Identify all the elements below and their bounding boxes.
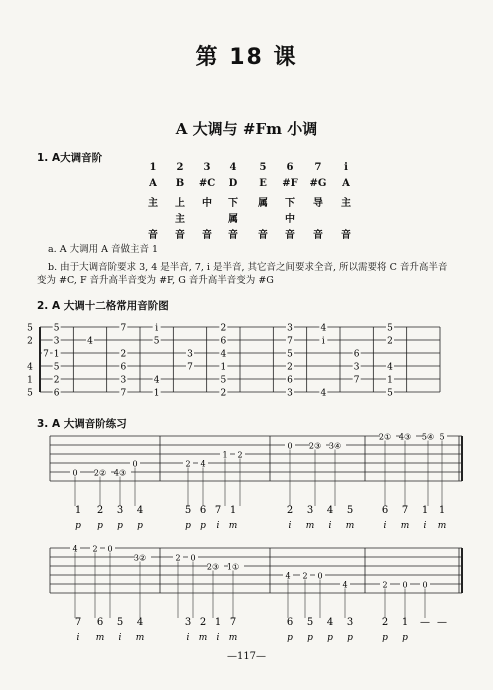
string-label: 2 [27,336,33,347]
degree-number: 4 [136,505,144,516]
fingering-mark: p [402,633,408,643]
note-b-line1: b. 由于大调音阶要求 3, 4 是半音, 7, i 是半音, 其它音之间要求全音, 所以需要将 C 音升高半音 [48,262,448,273]
scale-names-row2-cell: 中 [285,214,295,225]
degree-number: 3 [184,617,192,628]
scale-names-row3-cell: 音 [202,230,212,241]
fingering-mark: m [228,521,238,531]
note-a: a. A 大调用 A 音做主音 1 [48,244,159,255]
degree-number: 6 [381,505,389,516]
scale-degrees-cell: 6 [286,162,294,173]
tab-mark: i [155,323,159,334]
fingering-mark: p [185,521,191,531]
tab-mark: 4 [87,336,93,347]
tab-mark: 1 [153,388,160,399]
degree-number: 3 [306,505,314,516]
tab-mark: 3 [53,336,60,347]
scale-notes-cell: #C [198,178,216,189]
degree-number: 6 [199,505,207,516]
exercise-line1 [0,428,493,538]
tab-note: 5④ [421,432,435,442]
tab-note: 0 [287,441,293,451]
degree-number: 6 [96,617,104,628]
fingering-mark: i [423,521,427,531]
fingering-mark: m [345,521,355,531]
note-b-line2: 变为 #C, F 音升高半音变为 #F, G 音升高半音变为 #G [37,275,274,286]
degree-number: 1 [229,505,237,516]
degree-number: 1 [438,505,446,516]
tab-note: 2 [237,450,243,460]
fingering-mark: i [76,633,80,643]
fingering-mark: m [198,633,208,643]
exercise-line2 [0,540,493,650]
fingering-mark: i [186,633,190,643]
fingering-mark: m [437,521,447,531]
fingering-mark: p [287,633,293,643]
tab-mark: 2 [387,336,393,347]
scale-names-row3-cell: 音 [258,230,268,241]
tab-mark: 4 [320,323,327,334]
lesson-title: 第 18 课 [195,45,298,70]
tab-note: 0 [132,459,138,469]
degree-number: 7 [74,617,82,628]
tab-mark: 4 [320,388,327,399]
scale-degrees-cell: 7 [314,162,322,173]
degree-number: 7 [401,505,409,516]
tab-mark: 2 [287,362,293,373]
degree-number: 7 [214,505,222,516]
degree-number: 7 [229,617,237,628]
tab-note: 2③ [308,441,322,451]
fingering-mark: p [347,633,353,643]
fingering-mark: i [328,521,332,531]
degree-number: 2 [381,617,389,628]
degree-number: 3 [346,617,354,628]
scale-names-row1-cell: 主 [341,198,351,209]
tab-note: 3④ [328,441,342,451]
degree-number: 1 [421,505,429,516]
tab-mark: 5 [387,323,393,334]
tab-mark: 7 [353,375,360,386]
fingering-mark: i [216,633,220,643]
tab-note: 4 [285,571,291,581]
scale-degrees-cell: 3 [203,162,211,173]
scale-degrees-cell: 2 [176,162,184,173]
tab-mark: 3 [120,375,127,386]
tab-note: 2② [93,468,107,478]
tab-mark: 2 [53,375,60,386]
scale-degrees-cell: 5 [259,162,267,173]
tab-mark: 7 [120,323,127,334]
degree-number: 2 [199,617,207,628]
tab-mark: 3 [287,323,293,334]
scale-notes-cell: A [149,178,157,189]
string-label: 5 [27,388,33,399]
fingering-mark: i [288,521,292,531]
degree-number: 5 [116,617,124,628]
tab-mark: 7 [43,349,49,360]
tab-note: 2① [378,432,392,442]
tab-mark: 7 [187,362,193,373]
tab-mark: 4 [220,349,227,360]
tab-note: 2③ [206,562,220,572]
string-label: 5 [27,323,33,334]
tab-mark: 1 [53,349,60,360]
scale-names-row1-cell: 下 [285,198,295,209]
fingering-mark: p [117,521,123,531]
tab-mark: 5 [53,323,60,334]
tab-mark: 1 [220,362,227,373]
scale-degrees-cell: 4 [229,162,237,173]
scale-names-row3-cell: 音 [285,230,295,241]
scale-names-row3-cell: 音 [313,230,323,241]
scale-names-row1-cell: 下 [228,198,238,209]
page-number: —117— [226,651,267,662]
scale-names-row1-cell: 主 [148,198,158,209]
tab-mark: 6 [353,349,360,360]
tab-note: 0 [317,571,323,581]
fingering-mark: m [305,521,315,531]
tab-note: 2 [92,544,98,554]
tab-mark: i [321,336,325,347]
tab-mark: 2 [220,388,227,399]
tab-mark: 5 [53,362,60,373]
tab-mark: 7 [287,336,293,347]
tab-mark: 4 [153,375,160,386]
fingering-mark: p [307,633,313,643]
scale-names-row2-cell: 属 [228,214,238,225]
degree-number: 5 [306,617,314,628]
fingering-mark: p [97,521,103,531]
scale-notes-cell: A [342,178,350,189]
scale-table [0,162,493,242]
tab-note: 4 [342,580,348,590]
degree-number: 2 [96,505,104,516]
fingering-mark: p [75,521,81,531]
tab-mark: 2 [220,323,227,334]
scale-notes-cell: D [228,178,238,189]
fretboard-diagram [27,315,470,405]
tab-mark: 3 [187,349,193,360]
degree-number: 2 [286,505,294,516]
fingering-mark: m [95,633,105,643]
section3-heading: 3. A 大调音阶练习 [37,418,127,430]
tab-mark: 5 [153,336,160,347]
lesson-subtitle: A 大调与 #Fm 小调 [175,120,318,138]
tab-note: 4 [200,459,206,469]
tab-mark: 3 [287,388,293,399]
degree-number: 5 [346,505,354,516]
tab-note: 4③ [113,468,127,478]
tab-mark: 2 [120,349,127,360]
scale-notes-cell: #F [282,178,298,189]
fingering-mark: m [135,633,145,643]
tab-note: 2 [302,571,308,581]
scale-degrees-cell: 1 [149,162,157,173]
fingering-mark: i [216,521,220,531]
scale-names-row2-cell: 主 [175,214,185,225]
fingering-mark: m [400,521,410,531]
tab-note: 2 [175,553,181,563]
fingering-mark: p [327,633,333,643]
scale-names-row3-cell: 音 [148,230,158,241]
tab-mark: 6 [220,336,227,347]
tab-note: 2 [382,580,388,590]
tab-note: 1 [222,450,228,460]
tab-mark: 6 [287,375,293,386]
degree-number: 6 [286,617,294,628]
degree-number: 4 [326,617,334,628]
tab-note: 2 [185,459,191,469]
tab-mark: 7 [120,388,127,399]
scale-names-row1-cell: 中 [202,198,212,209]
tab-note: 0 [422,580,428,590]
degree-number: 1 [214,617,222,628]
tab-note: 3② [133,553,147,563]
degree-number: 1 [74,505,82,516]
tab-mark: 6 [53,388,60,399]
tab-note: 0 [107,544,113,554]
fingering-mark: m [228,633,238,643]
fingering-mark: p [382,633,388,643]
scale-names-row1-cell: 属 [258,198,268,209]
tab-note: 4 [72,544,78,554]
tab-note: 5 [439,432,445,442]
tab-note: 1① [226,562,240,572]
scale-names-row1-cell: 上 [175,198,185,209]
tab-mark: 5 [387,388,393,399]
section1-heading: 1. A大调音阶 [37,152,103,164]
fingering-mark: i [118,633,122,643]
fingering-mark: p [137,521,143,531]
degree-number: — [437,617,447,628]
scale-names-row3-cell: 音 [175,230,185,241]
tab-mark: 6 [120,362,127,373]
fingering-mark: p [200,521,206,531]
tab-mark: 3 [353,362,360,373]
section2-heading: 2. A 大调十二格常用音阶图 [37,300,169,312]
scale-notes-cell: #G [309,178,327,189]
scale-notes-cell: E [259,178,267,189]
tab-mark: 4 [387,362,393,373]
scale-degrees-cell: i [344,162,348,173]
scale-notes-cell: B [175,178,185,189]
tab-mark: 5 [220,375,227,386]
scale-names-row3-cell: 音 [228,230,238,241]
degree-number: — [420,617,430,628]
degree-number: 4 [326,505,334,516]
degree-number: 5 [184,505,192,516]
tab-note: 0 [402,580,408,590]
string-label: 1 [27,375,33,386]
scale-names-row3-cell: 音 [341,230,351,241]
degree-number: 4 [136,617,144,628]
tab-mark: 1 [387,375,393,386]
degree-number: 3 [116,505,124,516]
tab-mark: 5 [287,349,293,360]
string-label: 4 [27,362,33,373]
scale-names-row1-cell: 导 [313,198,323,209]
tab-note: 0 [190,553,196,563]
tab-note: 0 [72,468,78,478]
fingering-mark: i [383,521,387,531]
tab-note: 4③ [398,432,412,442]
degree-number: 1 [401,617,409,628]
